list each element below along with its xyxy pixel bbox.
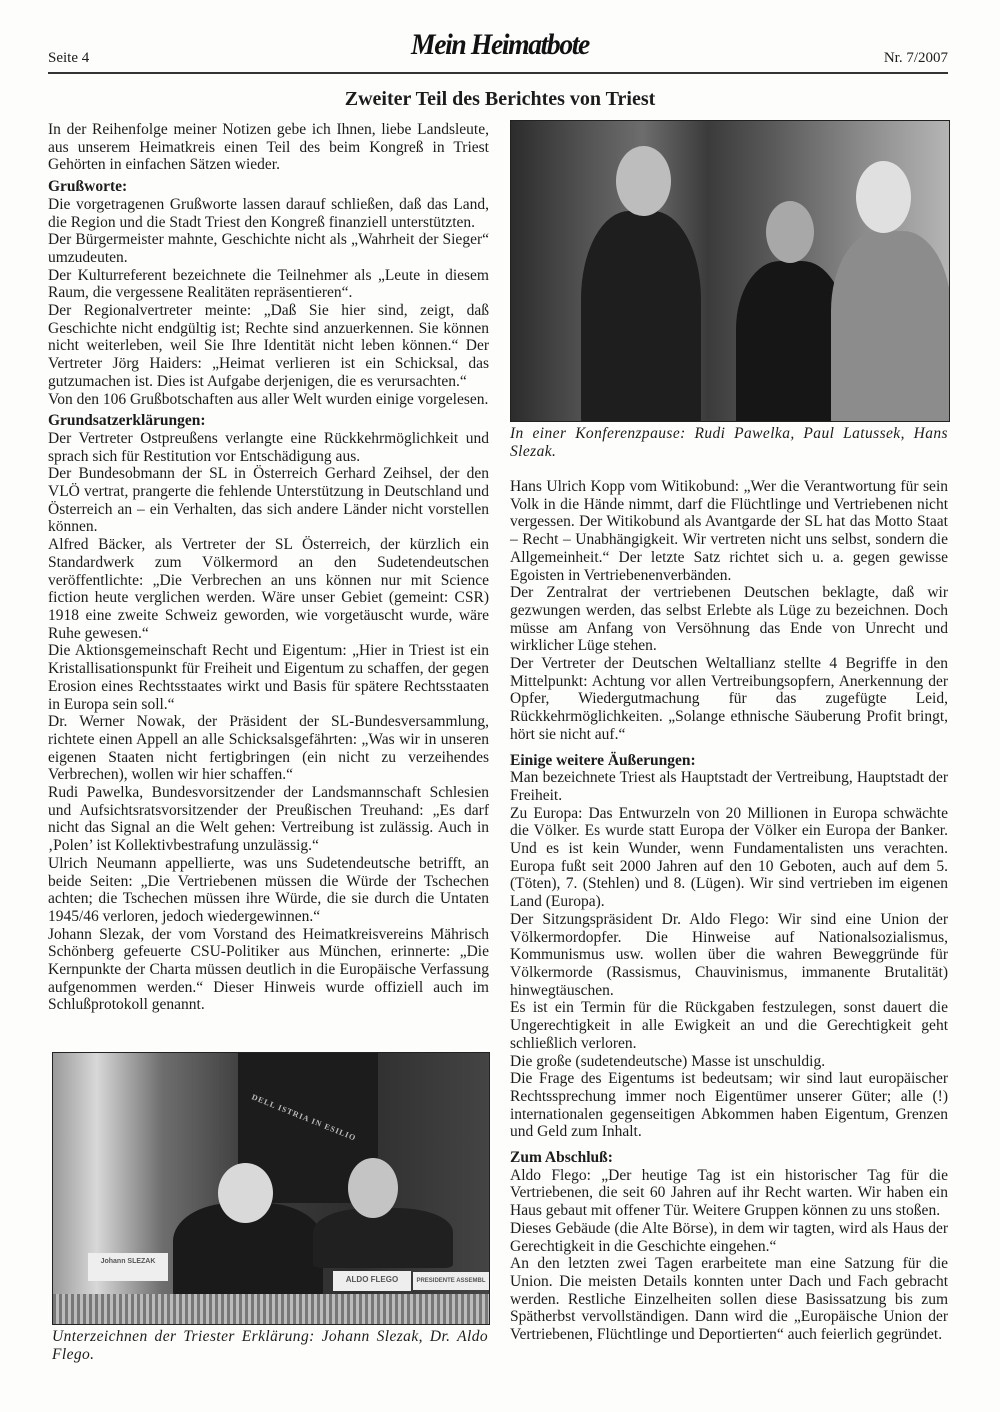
paragraph: Man bezeichnete Triest als Hauptstadt der Vertreibung, Hauptstadt der Freiheit. — [510, 769, 948, 804]
photo-caption: Unterzeichnen der Triester Erklärung: Johann Slezak, Dr. Aldo Flego. — [52, 1328, 488, 1363]
paragraph: Zu Europa: Das Entwurzeln von 20 Millionen in Europa schwächte die Völker. Es wurde statt Europa der Völker ein Europa der Banker. Und es ist kein Wunder, wenn Fundamentalisten uns verachten. Europa fußt seit 2000 Jahren auf den 10 Geboten, auch auf dem 5. (Töten), 7. (Stehlen) und 8. (Lügen). Wir sind vertrieben im eigenen Land (Europa). — [510, 804, 948, 911]
photo-caption: In einer Konferenzpause: Rudi Pawelka, Paul Latussek, Hans Slezak. — [510, 425, 948, 460]
paragraph: Hans Ulrich Kopp vom Witikobund: „Wer die Verantwortung für sein Volk in die Hände nimmt, darf die Flüchtlinge und Vertriebenen nicht vergessen. Der Witikobund als Avantgarde der SL hat das Motto Staat – Recht – Unabhängigkeit. Wir vertreten nicht uns selbst, sondern die Allgemeinheit.“ Der letzte Satz richtet sich u. a. gegen gewisse Egoisten in Vertriebenenverbänden. — [510, 478, 948, 584]
section-heading-grundsatzerklaerungen: Grundsatzerklärungen: — [48, 412, 206, 430]
photo-signing-declaration — [52, 1052, 490, 1325]
paragraph: Aldo Flego: „Der heutige Tag ist ein historischer Tag für die Vertriebenen, die seit 60 Jahren auf ihr Recht warten. Wir haben ein Haus gebaut mit offener Tür. Weitere Gruppen können zu uns stoßen. — [510, 1166, 948, 1220]
person-figure — [313, 1208, 453, 1268]
person-head — [616, 146, 671, 216]
person-head — [348, 1158, 398, 1218]
section-heading-aeusserungen: Einige weitere Äußerungen: — [510, 751, 696, 769]
nameplate: PRESIDENTE ASSEMBL — [413, 1272, 489, 1290]
paragraph: Dr. Werner Nowak, der Präsident der SL-Bundesversammlung, richtete einen Appell an alle Schicksalsgefährten: „Was wir in unseren eigenen Staaten nicht fertigbringen (ein nicht zu verzeihendes Verbrechen), wollen wir hier schaffen.“ — [48, 713, 489, 784]
paragraph: Der Sitzungspräsident Dr. Aldo Flego: Wir sind eine Union der Völkermordopfer. Die Hinweise auf Nationalsozialismus, Kommunismus usw. wollen über die wahren Beweggründe für Völkermorde (Rassismus, Chauvinismus, immanente Brutalität) hinwegtäuschen. — [510, 910, 948, 999]
banner-text: DELL ISTRIA IN ESILIO — [250, 1092, 358, 1143]
person-head — [856, 161, 911, 233]
paragraph: Johann Slezak, der vom Vorstand des Heimatkreisvereins Mährisch Schönberg gefeuerte CSU-Politiker aus München, erinnerte: „Die Kernpunkte der Charta müssen deutlich in die Europäische Verfassung aufgenommen werden.“ Dieser Hinweis wurde offiziell auch im Schlußprotokoll genannt. — [48, 925, 489, 1014]
desk — [53, 1294, 489, 1324]
nameplate: Johann SLEZAK — [88, 1253, 168, 1281]
person-head — [766, 201, 814, 263]
paragraph: Die Frage des Eigentums ist bedeutsam; wir sind laut europäischer Rechtssprechung immer noch Eigentümer unserer Güter; alle (!) internationalen gegenseitigen Abkommen haben Eigentum, Grenzen und Geld zum Inhalt. — [510, 1070, 948, 1141]
paragraph: Der Kulturreferent bezeichnete die Teilnehmer als „Leute in diesem Raum, die vergessene Realitäten repräsentieren“. — [48, 266, 489, 302]
photo-conference-break — [510, 120, 950, 422]
paragraph: Es ist ein Termin für die Rückgaben festzulegen, sonst dauert die Ungerechtigkeit in alle Ewigkeit an und die Gerechtigkeit geht schließlich verloren. — [510, 999, 948, 1052]
paragraph: Ulrich Neumann appellierte, was uns Sudetendeutsche betrifft, an beide Seiten: „Die Vertriebenen müssen die Würde der Tschechen achten; die Tschechen müssen ihre Würde, die sie durch die Untaten 1945/46 verloren, jedoch wiedergewinnen.“ — [48, 854, 489, 925]
paragraph: Der Vertreter der Deutschen Weltallianz stellte 4 Begriffe in den Mittelpunkt: Achtung vor allen Vertreibungsopfern, Anerkennung der Opfer, Wiedergutmachung für das zugefügte Leid, Rückkehrmöglichkeiten. „Solange ethnische Säuberung Profit bringt, hört sie nicht auf.“ — [510, 655, 948, 743]
paragraph: Der Regionalvertreter meinte: „Daß Sie hier sind, zeigt, daß Geschichte nicht endgültig ist; Rechte sind anzuerkennen. Sie können nicht weiterleben, weil Sie Ihre Identität nicht leben können.“ Der Vertreter Jörg Haiders: „Heimat verlieren ist ein Schicksal, das gutzumachen ist. Dies ist Aufgabe derjenigen, die es verursachten.“ — [48, 302, 489, 390]
paragraph: Rudi Pawelka, Bundesvorsitzender der Landsmannschaft Schlesien und Aufsichtsratsvorsitzender der Preußischen Treuhand: „Es darf nicht das Signal an die Welt gehen: Vertreibung ist zulässig. Auch in ‚Polen’ ist Kollektivbestrafung unzulässig.“ — [48, 784, 489, 855]
person-figure — [831, 231, 950, 422]
section-heading-grussworte: Grußworte: — [48, 178, 128, 196]
paragraph: Von den 106 Grußbotschaften aus aller Welt wurden einige vorgelesen. — [48, 390, 489, 408]
right-column — [510, 478, 948, 1344]
nameplate: ALDO FLEGO — [333, 1271, 411, 1291]
left-column — [48, 121, 489, 1014]
paragraph: Der Bundesobmann der SL in Österreich Gerhard Zeihsel, der den VLÖ vertrat, prangerte die fehlende Unterstützung in Deutschland und Österreich an – ein Verhalten, das sich andere Länder nicht vorstellen können. — [48, 465, 489, 536]
newspaper-logo: Mein Heimatbote — [411, 28, 589, 61]
header-divider — [48, 72, 948, 74]
intro-paragraph: In der Reihenfolge meiner Notizen gebe ich Ihnen, liebe Landsleute, aus unserem Heimatkreis einen Teil des beim Kongreß in Triest Gehörten in einfachen Sätzen wieder. — [48, 121, 489, 174]
paragraph: Der Zentralrat der vertriebenen Deutschen beklagte, daß wir gezwungen werden, das selbst Erlebte als Lüge zu bezeichnen. Doch müsse am Anfang von Versöhnung das Ende von Unrecht und wirklicher Lüge stehen. — [510, 584, 948, 655]
person-figure — [581, 211, 701, 422]
person-head — [218, 1163, 273, 1223]
paragraph: Alfred Bäcker, als Vertreter der SL Österreich, der kürzlich ein Standardwerk zum Völkermord an den Sudetendeutschen veröffentlichte: „Die Verbrechen an uns können nur mit Science fiction heute verglichen werden. Wäre unser Gebiet (gemeint: CSR) 1918 eine zweite Schweiz geworden, wie vorgetäuscht wurde, wäre Ruhe gewesen.“ — [48, 536, 489, 642]
page-number: Seite 4 — [48, 50, 90, 66]
article-title: Zweiter Teil des Berichtes von Triest — [344, 88, 656, 110]
paragraph: Die vorgetragenen Grußworte lassen darauf schließen, daß das Land, die Region und die Stadt Triest den Kongreß finanziell unterstützten. — [48, 195, 489, 231]
paragraph: An den letzten zwei Tagen erarbeitete man eine Satzung für die Union. Die meisten Details konnten unter Dach und Fach gebracht werden. Restliche Einzelheiten sollen diese Basissatzung bis zum Spätherbst vervollständigen. Dann wird die „Europäische Union der Vertriebenen, Flüchtlinge und Deportierten“ auch feierlich gegründet. — [510, 1255, 948, 1344]
paragraph: Der Bürgermeister mahnte, Geschichte nicht als „Wahrheit der Sieger“ umzudeuten. — [48, 231, 489, 266]
paragraph: Der Vertreter Ostpreußens verlangte eine Rückkehrmöglichkeit und sprach sich für Restitution vor Entschädigung aus. — [48, 429, 489, 465]
issue-number: Nr. 7/2007 — [883, 50, 948, 66]
person-figure — [736, 261, 846, 422]
paragraph: Die Aktionsgemeinschaft Recht und Eigentum: „Hier in Triest ist ein Kristallisationspunkt für Freiheit und Eigentum zu schaffen, der gegen Erosion eines Rechtsstaates wirkt und Basis für spätere Rechtsstaaten in Europa sein soll.“ — [48, 642, 489, 713]
paragraph: Die große (sudetendeutsche) Masse ist unschuldig. — [510, 1052, 826, 1070]
paragraph: Dieses Gebäude (die Alte Börse), in dem wir tagten, wird als Haus der Gerechtigkeit in die Geschichte eingehen.“ — [510, 1219, 948, 1255]
section-heading-abschluss: Zum Abschluß: — [510, 1149, 613, 1167]
